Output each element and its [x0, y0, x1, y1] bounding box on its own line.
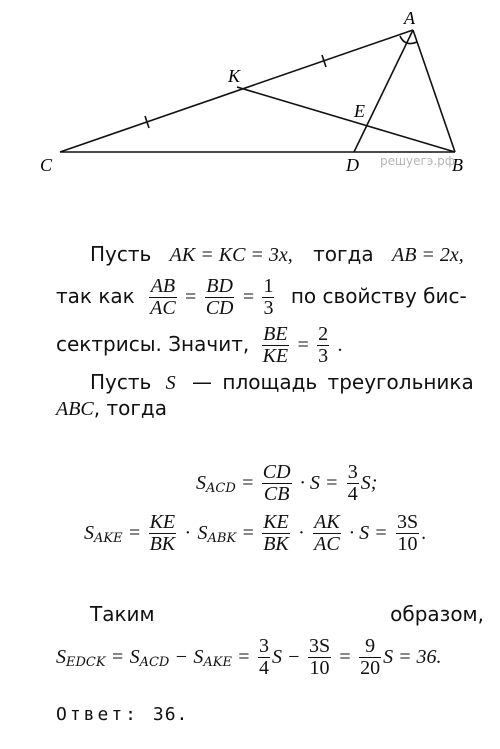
frac-ab-ac: $\frac{AB}{AC}$	[150, 275, 176, 319]
answer-line	[56, 704, 188, 725]
s-abk: S	[197, 522, 208, 544]
frac-3s-10-b: $\frac{3S}{10}$	[308, 635, 331, 679]
segment-BK	[237, 87, 455, 152]
frac-ke-bk-2: $\frac{KE}{BK}$	[263, 511, 289, 555]
frac-cd-cb: $\frac{CD}{CB}$	[262, 461, 291, 505]
eq-sign-f3a: =	[111, 646, 124, 668]
frac-3-4: $\frac{3}{4}$	[347, 461, 358, 505]
eq-sign-f2b: =	[242, 522, 254, 544]
sub-acd-2: ACD	[139, 655, 170, 670]
dot-s: · S =	[299, 472, 339, 494]
eq-sign-f2a: =	[128, 522, 141, 544]
para-1	[90, 242, 464, 267]
text-area-triangle: — площадь треугольника	[192, 370, 474, 394]
eq-ak-kc: AK = KC = 3x,	[169, 244, 293, 266]
s-acd-2: S	[129, 646, 140, 668]
lhs-sub: ACD	[206, 481, 236, 496]
eq-ab: AB = 2x,	[391, 244, 464, 266]
segment-AB	[413, 30, 455, 152]
sub-edck: EDCK	[66, 655, 106, 670]
minus-1: −	[175, 646, 187, 668]
period: .	[337, 334, 343, 356]
label-B: B	[452, 155, 463, 175]
label-K: K	[228, 66, 241, 86]
frac-bd-cd: $\frac{BD}{CD}$	[205, 275, 234, 319]
frac-2-3: $\frac{2}{3}$	[318, 323, 329, 367]
label-C: C	[40, 155, 53, 175]
para-2	[56, 276, 467, 319]
eq-sign-f3b: =	[238, 646, 250, 668]
frac-ke-bk-1: $\frac{KE}{BK}$	[149, 511, 176, 555]
formula-s-ake	[84, 512, 426, 555]
word-thus: Таким	[90, 602, 155, 626]
dot-1: ·	[184, 522, 192, 544]
text-then: , тогда	[93, 396, 167, 420]
lhs-s-ake: S	[84, 522, 94, 544]
text-therefore: сектрисы. Значит,	[56, 332, 250, 356]
answer-value: 36.	[152, 704, 189, 725]
tail-36: S = 36.	[383, 646, 442, 668]
dot-s-eq: · S =	[349, 522, 388, 544]
solution-text	[0, 190, 500, 749]
s-edck: S	[56, 646, 66, 668]
eq-sign-1: =	[185, 286, 197, 308]
label-E: E	[354, 101, 365, 121]
var-s: S	[165, 372, 176, 394]
segment-CA	[60, 30, 413, 152]
word-then: тогда	[313, 242, 374, 266]
label-A: A	[404, 8, 415, 28]
word-way: образом,	[390, 602, 484, 626]
s-ake-2: S	[193, 646, 204, 668]
eq-sign-f1: =	[242, 472, 254, 494]
para-4	[90, 370, 474, 395]
s-after-34: S	[271, 646, 282, 668]
eq-sign-2: =	[242, 286, 255, 308]
triangle-figure	[0, 0, 500, 190]
text-bisector-property: по свойству бис-	[290, 284, 467, 308]
formula-s-acd	[196, 462, 377, 505]
frac-3-4-b: $\frac{3}{4}$	[258, 635, 269, 679]
dot-2: ·	[298, 522, 305, 544]
watermark: решуегэ.рф	[380, 154, 456, 168]
lhs-sub-ake: AKE	[94, 531, 123, 546]
answer-label: Ответ:	[56, 704, 140, 725]
bisector-AD	[354, 30, 413, 152]
frac-1-3: $\frac{1}{3}$	[263, 275, 274, 319]
sub-abk: ABK	[207, 531, 237, 546]
sub-ake-2: AKE	[203, 655, 232, 670]
para-4-line2	[56, 396, 167, 421]
eq-sign-3: =	[297, 334, 309, 356]
frac-3s-10: $\frac{3S}{10}$	[396, 511, 419, 555]
frac-ak-ac: $\frac{AK}{AC}$	[314, 511, 340, 555]
text-let-s: Пусть	[90, 370, 152, 394]
formula-s-edck	[56, 636, 442, 679]
label-D: D	[346, 155, 359, 175]
word-let: Пусть	[90, 242, 152, 266]
frac-be-ke: $\frac{BE}{KE}$	[262, 323, 289, 367]
tail-s: S;	[360, 472, 378, 494]
para-3	[56, 324, 342, 367]
para-5	[90, 602, 484, 626]
var-abc: ABC	[56, 398, 94, 420]
minus-2: −	[288, 646, 300, 668]
lhs-s: S	[196, 472, 206, 494]
eq-sign-f3c: =	[339, 646, 351, 668]
frac-9-20: $\frac{9}{20}$	[360, 635, 381, 679]
word-since: так как	[56, 284, 135, 308]
period-f2: .	[421, 522, 427, 544]
